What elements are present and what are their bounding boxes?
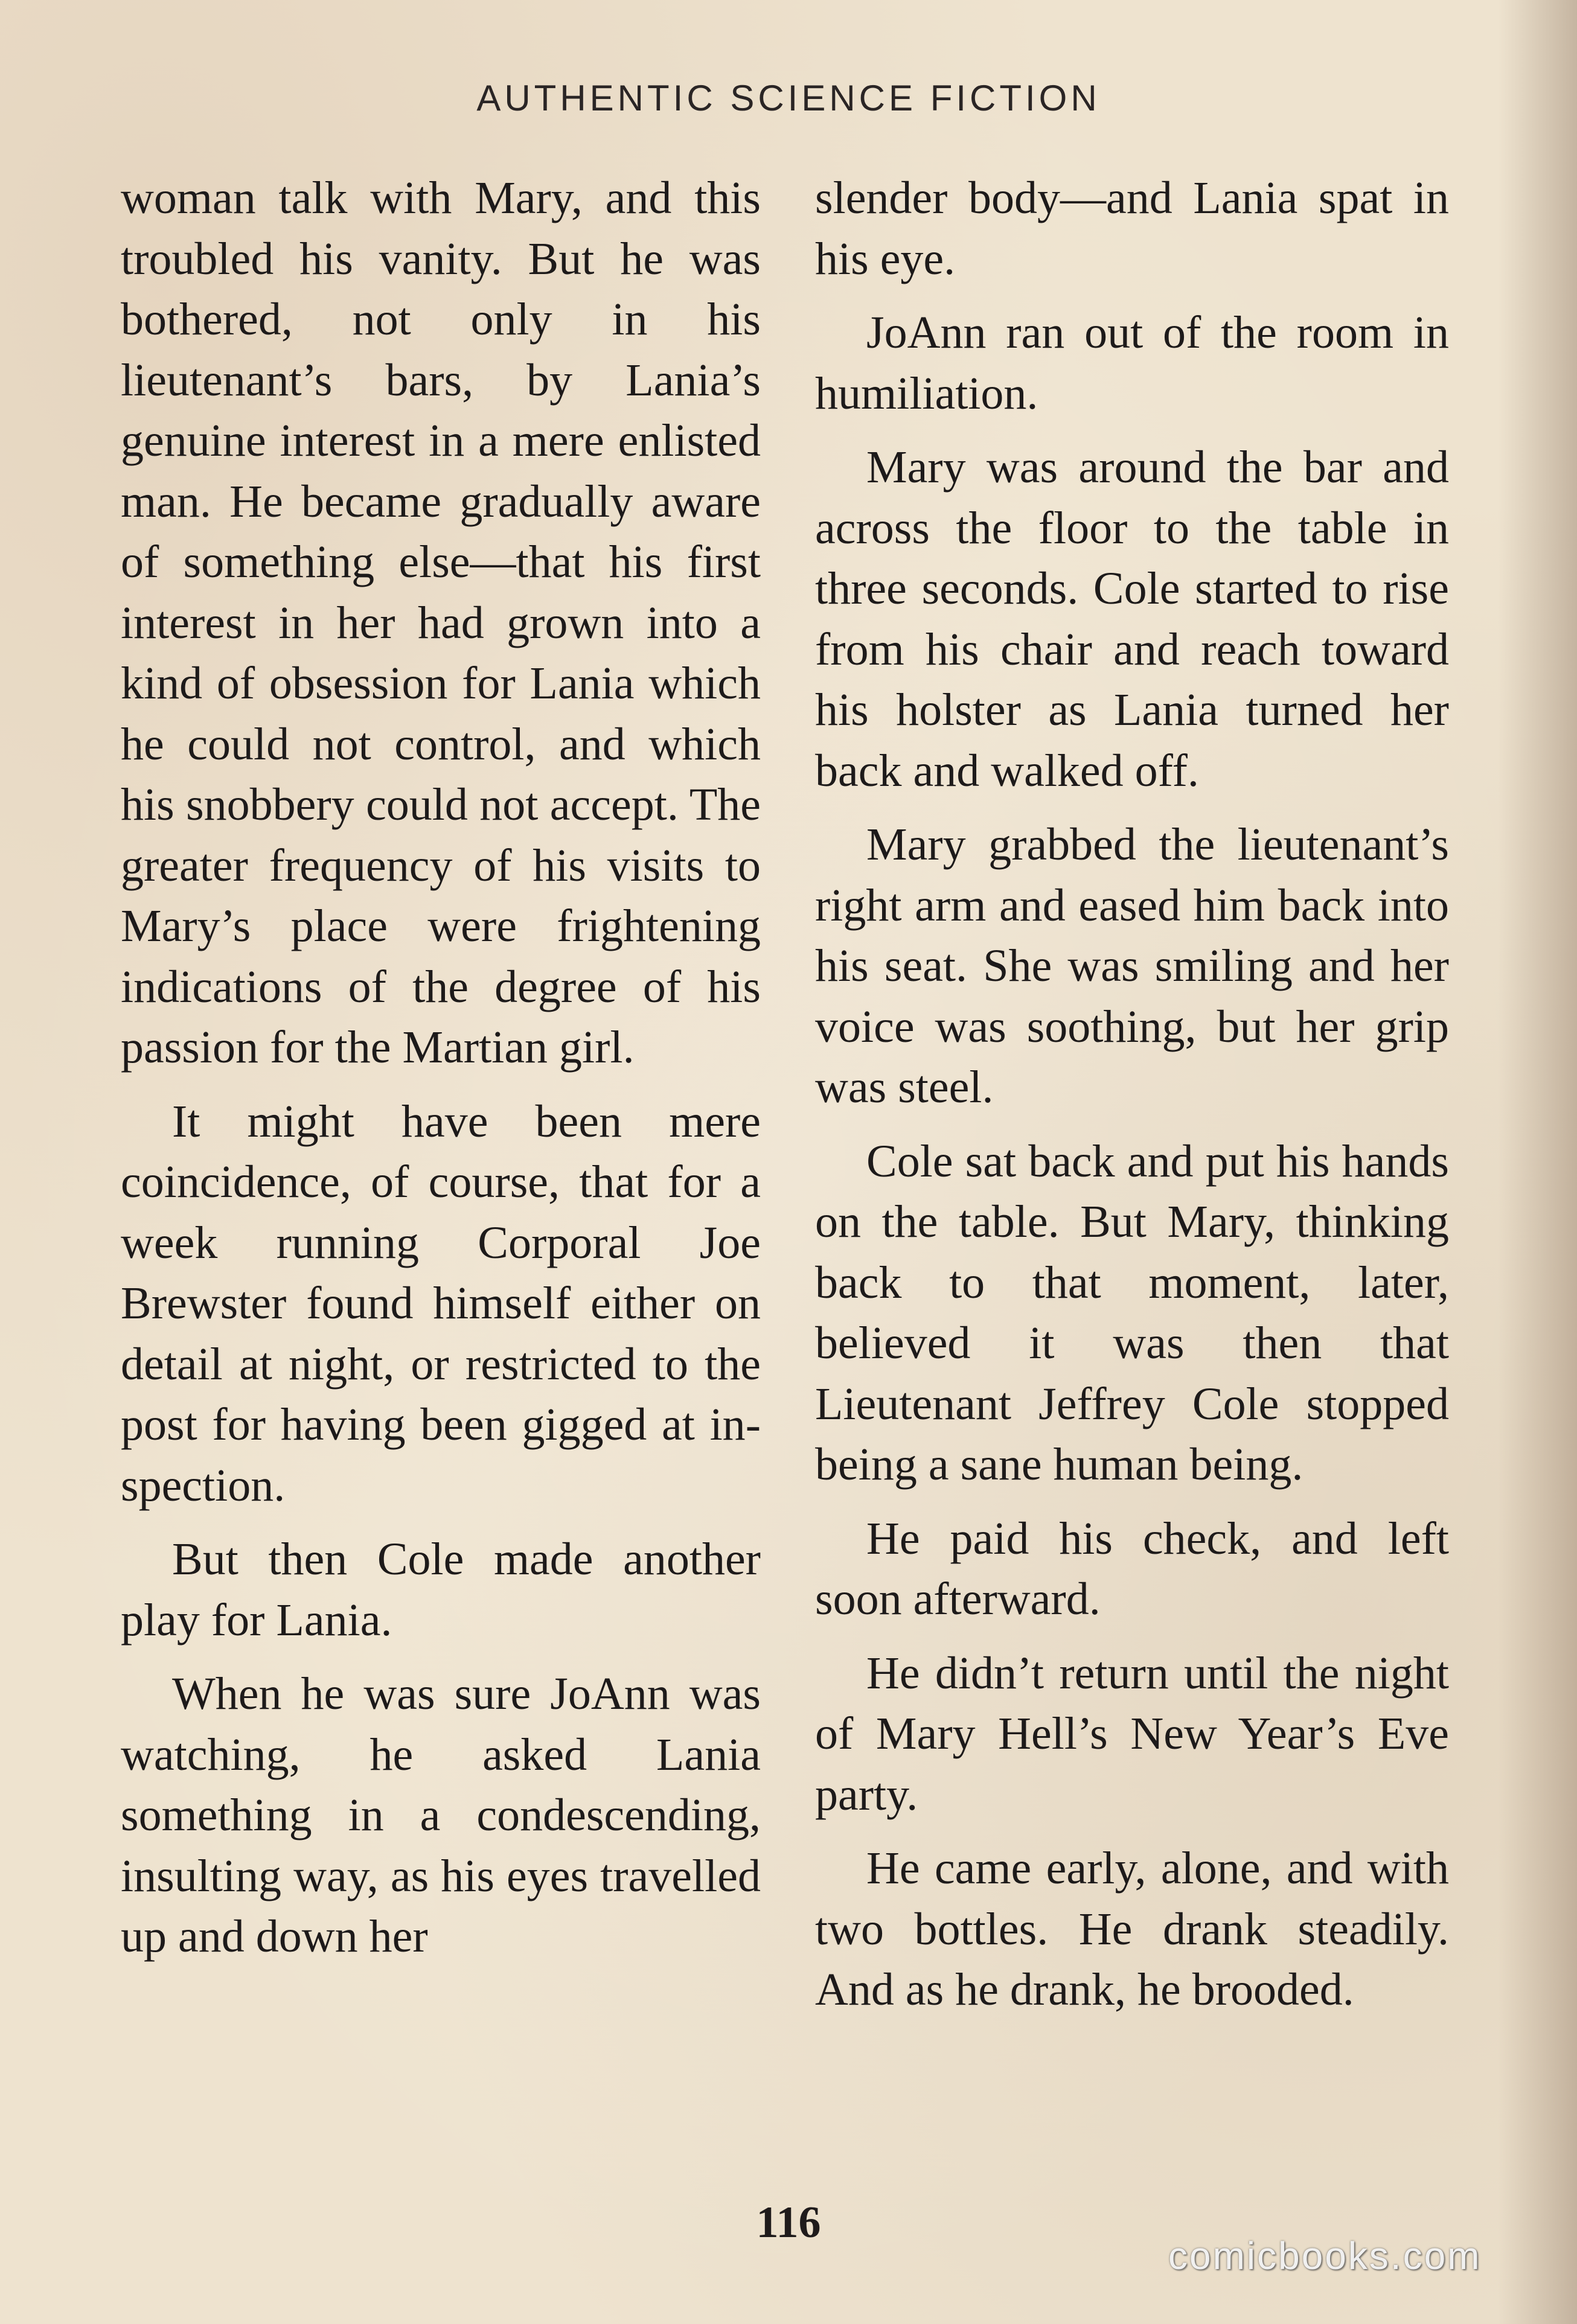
paragraph: Cole sat back and put his hands on the table. But Mary, thinking back to that moment, later, believed it was then that Lieutenant Jeffrey Cole stopped being a sane human being.: [815, 1135, 1449, 1490]
paragraph: slender body—and Lania spat in his eye.: [815, 173, 1449, 284]
paragraph: woman talk with Mary, and this troubled his vanity. But he was bothered, not only in his lieutenant’s bars, by Lania’s genuine interest in a mere enlisted man. He became gradually aware of something else—that his first interest in her had grown into a kind of obsession for Lania which he could not control, and which his snobbery could not accept. The greater frequency of his visits to Mary’s place were frightening indications of the degree of his passion for the Martian girl.: [121, 173, 761, 1073]
paragraph: He didn’t return until the night of Mary Hell’s New Year’s Eve party.: [815, 1647, 1449, 1820]
right-column: [815, 168, 1449, 2034]
paragraph: He paid his check, and left soon afterward.: [815, 1513, 1449, 1624]
page-number: 116: [756, 2198, 821, 2247]
watermark: comicbooks.com: [1168, 2234, 1482, 2278]
paragraph: When he was sure JoAnn was watching, he asked Lania something in a condescending, insulting way, as his eyes travelled up and down her: [121, 1668, 761, 1962]
paragraph: Mary was around the bar and across the floor to the table in three seconds. Cole started to rise from his chair and reach toward his holster as Lania turned her back and walked off.: [815, 442, 1449, 796]
paragraph: He came early, alone, and with two bottles. He drank steadily. And as he drank, he brooded.: [815, 1843, 1449, 2015]
paragraph: But then Cole made another play for Lania.: [121, 1534, 761, 1646]
running-head: AUTHENTIC SCIENCE FICTION: [476, 78, 1101, 118]
paragraph: It might have been mere coincidence, of course, that for a week running Corporal Joe Brewster found himself either on detail at night, or restricted to the post for having been gigged at inspection.: [121, 1096, 761, 1511]
paragraph: JoAnn ran out of the room in humiliation.: [815, 307, 1449, 419]
left-column: [121, 168, 761, 1981]
paragraph: Mary grabbed the lieutenant’s right arm and eased him back into his seat. She was smiling and her voice was soothing, but her grip was steel.: [815, 819, 1449, 1113]
